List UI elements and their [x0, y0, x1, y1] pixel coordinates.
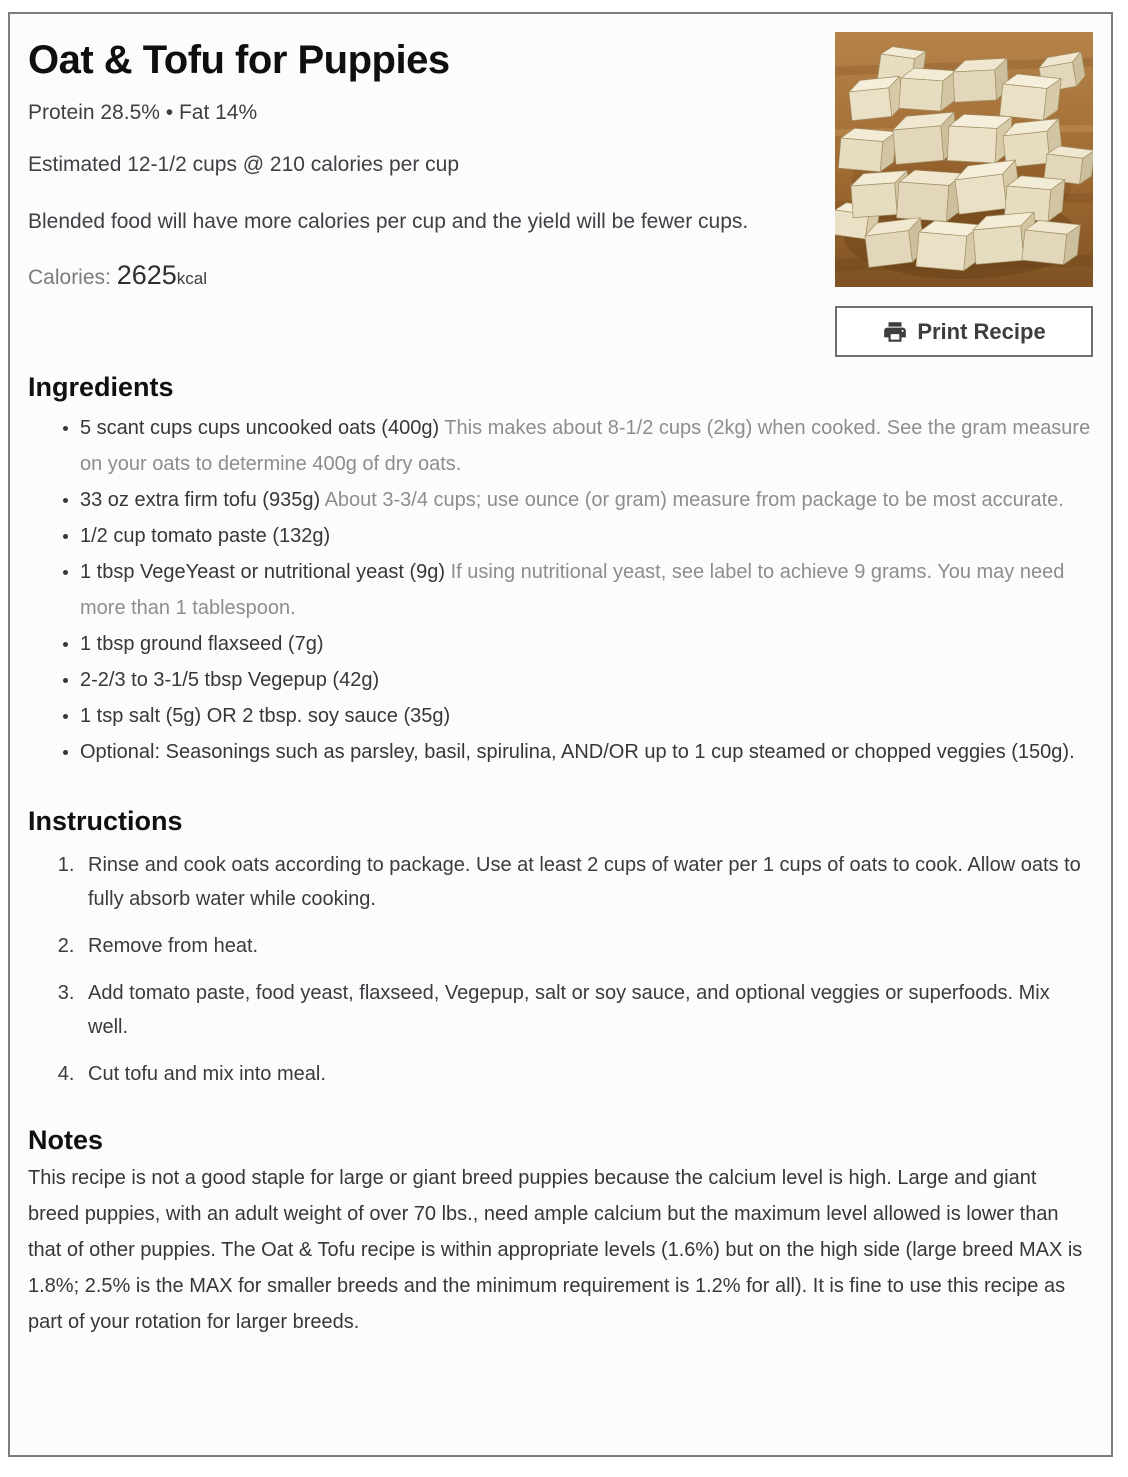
instructions-list	[28, 848, 1093, 1091]
recipe-card	[8, 12, 1113, 1457]
ingredient-item	[80, 518, 1093, 554]
media-column	[835, 32, 1093, 357]
ingredient-item	[80, 626, 1093, 662]
calories-unit: kcal	[176, 269, 208, 288]
print-recipe-label: Print Recipe	[917, 318, 1046, 344]
ingredient-main: 2-2/3 to 3-1/5 tbsp Vegepup (42g)	[80, 669, 380, 691]
instruction-item: 3. Add tomato paste, food yeast, flaxseed, Vegepup, salt or soy sauce, and optional veggies or superfoods. Mix well.	[80, 976, 1093, 1044]
notes-title: Notes	[28, 1125, 104, 1155]
blended-note: Blended food will have more calories per cup and the yield will be fewer cups.	[28, 210, 749, 233]
instruction-item: 1. Rinse and cook oats according to package. Use at least 2 cups of water per 1 cups of oats to cook. Allow oats to fully absorb water while cooking.	[80, 848, 1093, 916]
ingredient-main: 1 tbsp ground flaxseed (7g)	[80, 633, 324, 655]
instructions-title: Instructions	[28, 806, 183, 836]
ingredient-note: This makes about 8-1/2 cups (2kg) when cooked. See the gram measure on your oats to determine 400g of dry oats.	[80, 417, 1091, 475]
ingredient-main: 1/2 cup tomato paste (132g)	[80, 525, 331, 547]
ingredient-note: If using nutritional yeast, see label to achieve 9 grams. You may need more than 1 tablespoon.	[80, 561, 1065, 619]
calories-label: Calories:	[28, 266, 111, 289]
printer-icon	[882, 319, 908, 345]
print-recipe-button[interactable]	[835, 306, 1093, 357]
instruction-item: 2. Remove from heat.	[80, 929, 1093, 963]
instruction-item: 4. Cut tofu and mix into meal.	[80, 1057, 1093, 1091]
ingredient-main: 33 oz extra firm tofu (935g)	[80, 489, 321, 511]
calories-value: 2625	[116, 260, 177, 290]
recipe-title: Oat & Tofu for Puppies	[28, 38, 450, 82]
ingredient-item	[80, 554, 1093, 626]
ingredient-main: 1 tsp salt (5g) OR 2 tbsp. soy sauce (35g)	[80, 705, 451, 727]
macros-line: Protein 28.5% • Fat 14%	[28, 101, 258, 124]
ingredients-list	[28, 410, 1093, 770]
notes-text: This recipe is not a good staple for large or giant breed puppies because the calcium level is high. Large and giant breed puppies, with an adult weight of over 70 lbs., need ample calcium but the maximum level allowed is lower than that of other puppies. The Oat & Tofu recipe is within appropriate levels (1.6%) but on the high side (large breed MAX is 1.8%; 2.5% is the MAX for smaller breeds and the minimum requirement is 1.2% for all). It is fine to use this recipe as part of your rotation for larger breeds.	[28, 1167, 1083, 1333]
ingredient-main: 5 scant cups cups uncooked oats (400g)	[80, 417, 440, 439]
ingredient-item	[80, 698, 1093, 734]
ingredient-main: Optional: Seasonings such as parsley, basil, spirulina, AND/OR up to 1 cup steamed or chopped veggies (150g).	[80, 741, 1075, 763]
yield-line: Estimated 12-1/2 cups @ 210 calories per cup	[28, 153, 460, 176]
ingredient-item	[80, 662, 1093, 698]
ingredient-main: 1 tbsp VegeYeast or nutritional yeast (9g)	[80, 561, 446, 583]
tofu-cubes-photo	[835, 32, 1093, 287]
ingredient-note: About 3-3/4 cups; use ounce (or gram) measure from package to be most accurate.	[324, 489, 1064, 511]
ingredients-title: Ingredients	[28, 372, 174, 402]
ingredient-item	[80, 410, 1093, 482]
ingredient-item	[80, 734, 1093, 770]
ingredient-item	[80, 482, 1093, 518]
